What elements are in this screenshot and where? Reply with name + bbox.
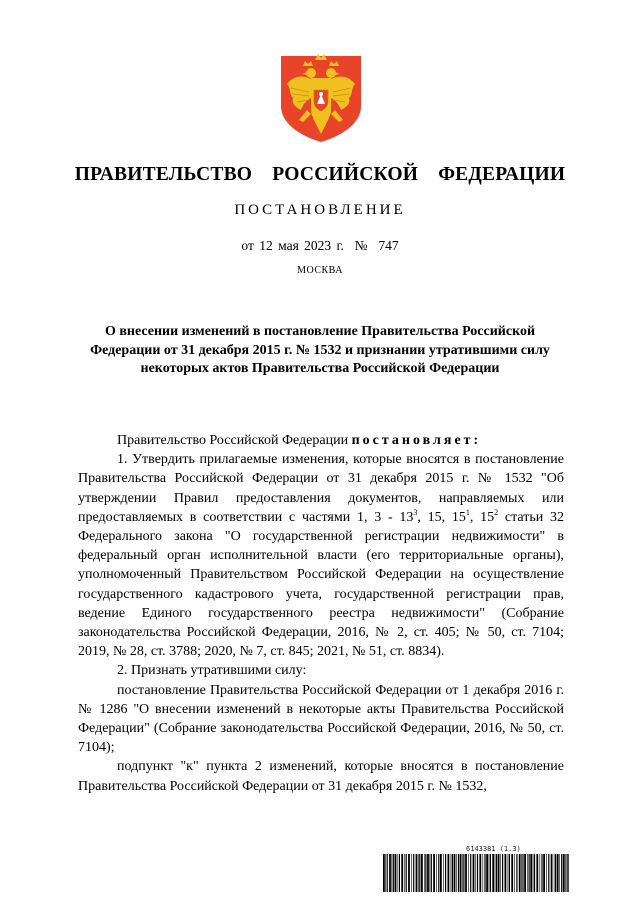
item-1-text-c: , 15 [469,509,495,525]
barcode-number: 6143381 (1.3) [466,845,521,853]
document-city: МОСКВА [297,265,343,276]
superscript-1: 1 [465,507,470,517]
russian-coat-of-arms-emblem [273,48,369,144]
item-1-text-a: 1. Утвердить прилагаемые изменения, которые вносятся в постановление Правительства Российской Федерации от 31 декабря 2015 г. № 1532 "Об утверждении Правил предоставления документов, направляемых или предоставляемых в соответствии с частями 1, 3 - 13 [78,452,564,525]
document-body [78,431,564,796]
superscript-3: 3 [413,507,418,517]
item-1-text-d: статьи 32 Федерального закона "О государственной регистрации недвижимости" в федеральный орган исполнительной власти (его территориальные органы), уполномоченный Правительством Российской Федерации на осуществление государственного кадастрового учета, государственной регистрации прав, ведение Единого государственного реестра недвижимости" (Собрание законодательства Российской Федерации, 2016, № 2, ст. 405; № 50, ст. 7104; 2019, № 28, ст. 3788; 2020, № 7, ст. 845; 2021, № 51, ст. 8834). [78,509,565,660]
item-2-subparagraph-b: подпункт "к" пункта 2 изменений, которые вносятся в постановление Правительства Российской Федерации от 31 декабря 2015 г. № 1532, [78,759,564,794]
document-date-number: от 12 мая 2023 г. № 747 [241,238,399,253]
document-type: ПОСТАНОВЛЕНИЕ [234,202,406,218]
item-1-paragraph [78,450,564,661]
item-2-paragraph: 2. Признать утратившими силу: [117,663,307,679]
government-title: ПРАВИТЕЛЬСТВО РОССИЙСКОЙ ФЕДЕРАЦИИ [74,164,566,185]
item-1-text-b: , 15, 15 [417,509,466,525]
barcode [383,854,569,892]
document-heading: О внесении изменений в постановление Правительства Российской Федерации от 31 декабря 2015 г. № 1532 и признании утратившими силу некоторых актов Правительства Российской Федерации [90,324,550,376]
superscript-2: 2 [494,507,499,517]
intro-decree-word: постановляет: [351,433,482,448]
intro-paragraph [78,431,564,450]
intro-text: Правительство Российской Федерации [117,433,352,448]
item-2-subparagraph-a: постановление Правительства Российской Федерации от 1 декабря 2016 г. № 1286 "О внесении изменений в некоторые акты Правительства Российской Федерации" (Собрание законодательства Российской Федерации, 2016, № 50, ст. 7104); [78,682,564,756]
